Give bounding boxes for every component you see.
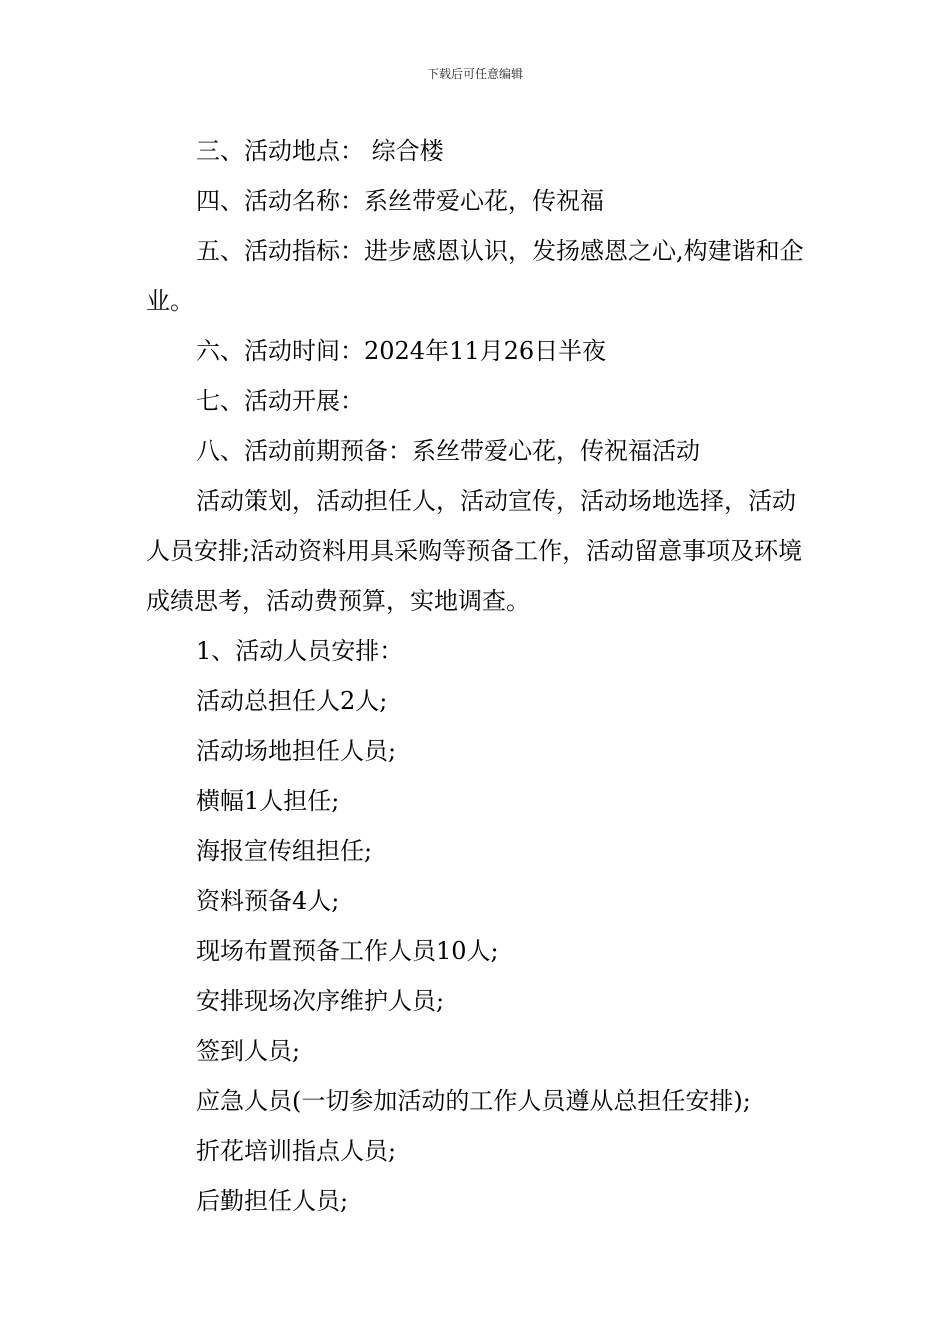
list-item: 应急人员(一切参加活动的工作人员遵从总担任安排); [196,1087,751,1115]
paragraph-conduct: 七、活动开展： [196,387,364,415]
paragraph-time: 六、活动时间：2024年11月26日半夜 [196,337,607,365]
paragraph-planning: 活动策划，活动担任人，活动宣传，活动场地选择，活动人员安排;活动资料用具采购等预备工作，活动留意事项及环境成绩思考，活动费预算，实地调查。 [146,487,803,615]
page-header: 下载后可任意编辑 [426,67,523,81]
list-item: 海报宣传组担任; [196,837,373,865]
list-item: 资料预备4人; [196,887,340,915]
paragraph-goal: 五、活动指标：进步感恩认识，发扬感恩之心,构建谐和企业。 [146,237,804,315]
document-body [146,126,810,1226]
paragraph-location: 三、活动地点： 综合楼 [196,137,444,165]
list-item: 现场布置预备工作人员10人; [196,937,499,965]
list-item: 后勤担任人员; [196,1187,349,1215]
list-item: 签到人员; [196,1037,301,1065]
paragraph-staff-heading: 1、活动人员安排： [196,637,404,665]
list-item: 活动场地担任人员; [196,737,397,765]
paragraph-preparation: 八、活动前期预备：系丝带爱心花，传祝福活动 [196,437,700,465]
paragraph-name: 四、活动名称：系丝带爱心花，传祝福 [196,187,604,215]
list-item: 横幅1人担任; [196,787,340,815]
list-item: 活动总担任人2人; [196,687,388,715]
list-item: 折花培训指点人员; [196,1137,397,1165]
list-item: 安排现场次序维护人员; [196,987,445,1015]
